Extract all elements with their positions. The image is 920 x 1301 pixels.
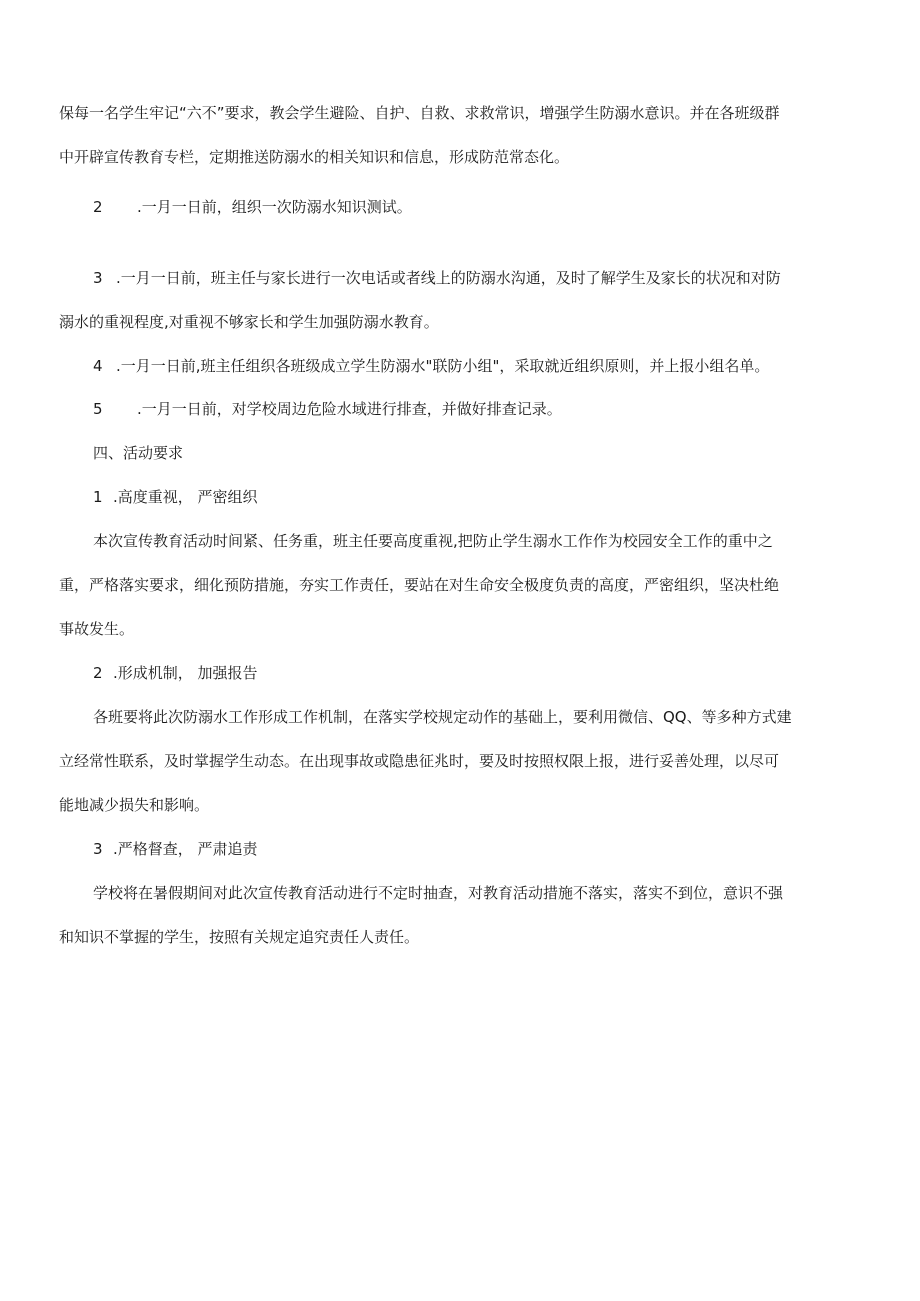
item-3-line-1: .一月一日前，班主任与家长进行一次电话或者线上的防溺水沟通，及时了解学生及家长的状况和对防 xyxy=(116,269,781,287)
requirement-2-line-3: 能地减少损失和影响。 xyxy=(59,796,210,814)
requirement-3-number: 3 xyxy=(93,840,103,858)
item-5-number: 5 xyxy=(93,400,103,418)
requirement-1-title: .高度重视， 严密组织 xyxy=(113,488,258,506)
requirement-1-line-2: 重，严格落实要求，细化预防措施，夯实工作责任，要站在对生命安全极度负责的高度，严密组织，坚决杜绝 xyxy=(59,576,780,594)
item-4-number: 4 xyxy=(93,357,103,375)
requirement-1-number: 1 xyxy=(93,488,103,506)
requirement-2-number: 2 xyxy=(93,664,103,682)
item-3-line-2: 溺水的重视程度,对重视不够家长和学生加强防溺水教育。 xyxy=(59,313,439,331)
requirement-3-line-1: 学校将在暑假期间对此次宣传教育活动进行不定时抽查，对教育活动措施不落实，落实不到位，意识不强 xyxy=(93,884,784,902)
requirement-1-line-3: 事故发生。 xyxy=(59,620,135,638)
item-2-number: 2 xyxy=(93,198,103,216)
requirement-3-line-2: 和知识不掌握的学生，按照有关规定追究责任人责任。 xyxy=(59,928,420,946)
requirement-1-line-1: 本次宣传教育活动时间紧、任务重，班主任要高度重视,把防止学生溺水工作作为校园安全工作的重中之 xyxy=(93,532,773,550)
requirement-2-line-2: 立经常性联系，及时掌握学生动态。在出现事故或隐患征兆时，要及时按照权限上报，进行妥善处理，以尽可 xyxy=(59,752,780,770)
item-2-text: .一月一日前，组织一次防溺水知识测试。 xyxy=(137,198,412,216)
section-4-heading: 四、活动要求 xyxy=(93,444,184,462)
requirement-2-title: .形成机制， 加强报告 xyxy=(113,664,258,682)
requirement-2-line-1: 各班要将此次防溺水工作形成工作机制，在落实学校规定动作的基础上，要利用微信、QQ、等多种方式建 xyxy=(93,708,792,726)
item-4-text: .一月一日前,班主任组织各班级成立学生防溺水"联防小组"，采取就近组织原则，并上报小组名单。 xyxy=(116,357,770,375)
paragraph-1-line-2: 中开辟宣传教育专栏，定期推送防溺水的相关知识和信息，形成防范常态化。 xyxy=(59,148,570,166)
requirement-3-title: .严格督查， 严肃追责 xyxy=(113,840,258,858)
paragraph-1-line-1: 保每一名学生牢记“六不”要求，教会学生避险、自护、自救、求救常识，增强学生防溺水意识。并在各班级群 xyxy=(59,104,780,122)
item-3-number: 3 xyxy=(93,269,103,287)
item-5-text: .一月一日前，对学校周边危险水域进行排查，并做好排查记录。 xyxy=(137,400,562,418)
